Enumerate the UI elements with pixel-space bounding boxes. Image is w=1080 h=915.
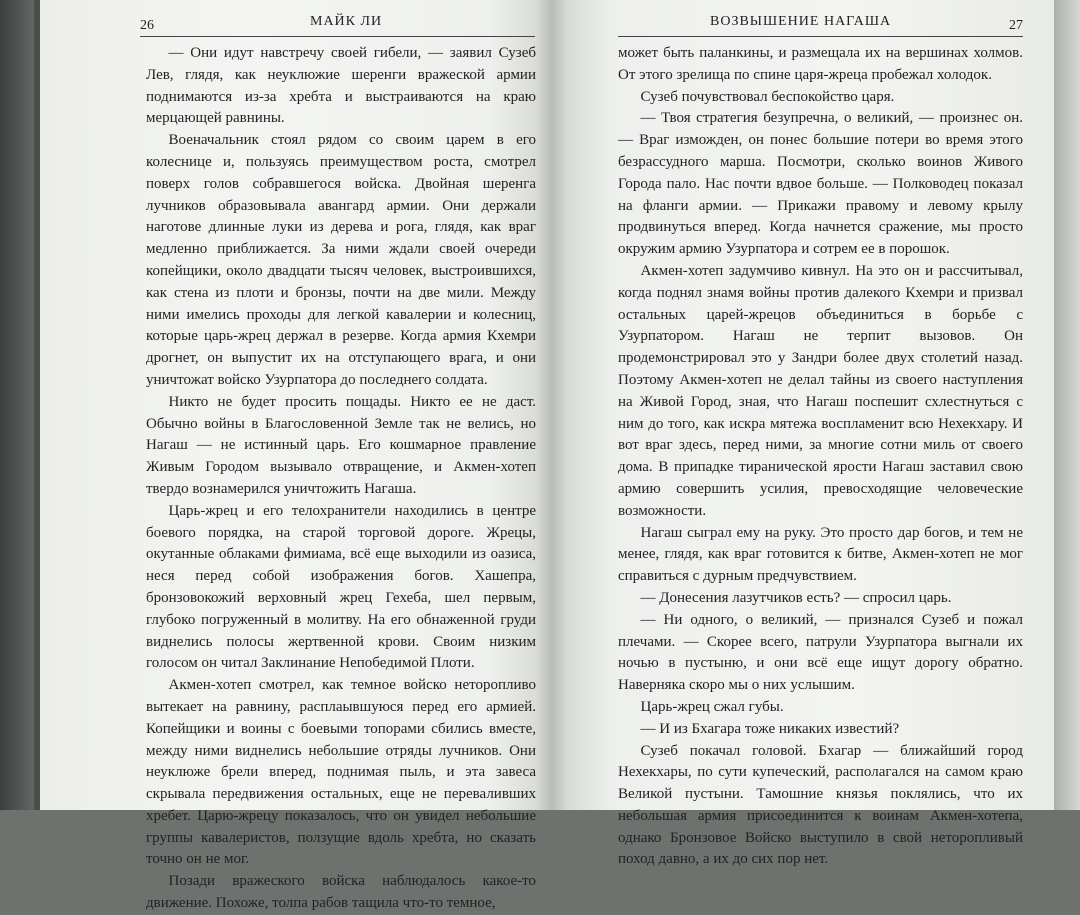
- paragraph: Нагаш сыграл ему на руку. Это просто дар богов, и тем не менее, глядя, как враг готовится к битве, Акмен-хотеп не мог справиться с дурным предчувствием.: [618, 524, 1023, 585]
- paragraph: — Донесения лазутчиков есть? — спросил царь.: [640, 589, 952, 606]
- paragraph: — И из Бхагара тоже никаких известий?: [640, 720, 900, 737]
- paragraph: — Твоя стратегия безупречна, о великий, — произнес он. — Враг изможден, он понес большие потери во время этого безрассудного марша. Посмотри, сколько воинов Живого Города пало. Нас почти вдвое больше. — Полководец показал на фланги армии. — Прикажи правому и левому крылу продвинуться вперед. Когда начнется сражение, мы просто окружим армию Узурпатора и сотрем ее в порошок.: [618, 110, 1023, 258]
- paragraph: Сузеб почувствовал беспокойство царя.: [640, 88, 895, 105]
- running-head: МАЙК ЛИ: [310, 14, 383, 29]
- paragraph: Военачальник стоял рядом со своим царем в его колеснице и, пользуясь преимуществом роста, смотрел поверх голов собравшегося войска. Двойная шеренга лучников образовывала авангард армии. Они держали наготове длинные луки из дерева и рога, глядя, как враг медленно приближается. За ними ждали своей очереди копейщики, около двадцати тысяч человек, выстроившихся, как стена из плоти и бронзы, почти на две мили. Между ними имелись проходы для легкой кавалерии и колесниц, которые царь-жрец держал в резерве. Когда армия Кхемри дрогнет, он выпустит их на отступающего врага, и они уничтожат войско Узурпатора до последнего солдата.: [146, 132, 536, 388]
- page-number: 27: [1009, 18, 1023, 33]
- paragraph: — Они идут навстречу своей гибели, — заявил Сузеб Лев, глядя, как неуклюжие шеренги вражеской армии поднимаются из-за хребта и выстраиваются на краю мерцающей равнины.: [146, 45, 536, 127]
- paragraph: Никто не будет просить пощады. Никто ее не даст. Обычно войны в Благословенной Земле так не велись, но Нагаш — не истинный царь. Его кошмарное правление Живым Городом вызывало отвращение, и Акмен-хотеп твердо вознамерился уничтожить Нагаша.: [146, 393, 536, 497]
- table-surface-right: [1052, 0, 1080, 810]
- header-rule: [140, 36, 535, 37]
- left-page-text: [146, 43, 536, 915]
- right-page-header: [618, 14, 1023, 34]
- running-head: ВОЗВЫШЕНИЕ НАГАША: [710, 14, 892, 29]
- paragraph: Позади вражеского войска наблюдалось какое-то движение. Похоже, толпа рабов тащила что-то темное,: [146, 873, 536, 912]
- page-number: 26: [140, 18, 154, 33]
- paragraph: Сузеб покачал головой. Бхагар — ближайший город Нехекхары, по сути купеческий, располагался на самом краю Великой пустыни. Тамошние князья поклялись, что их небольшая армия присоединится к воинам Акмен-хотепа, однако Бронзовое Войско выступило в свой неторопливый поход давно, а их до сих пор нет.: [618, 742, 1023, 868]
- paragraph: Царь-жрец и его телохранители находились в центре боевого порядка, на старой торговой дороге. Жрецы, окутанные облаками фимиама, всё еще выходили из оазиса, неся перед собой изображения богов. Хашепра, бронзовокожий верховный жрец Гехеба, шел первым, глубоко погруженный в молитву. На его обнаженной груди виднелись полосы жертвенной крови. Своим низким голосом он читал Заклинание Непобедимой Плоти.: [146, 502, 536, 672]
- paragraph: может быть паланкины, и размещала их на вершинах холмов. От этого зрелища по спине царя-жреца пробежал холодок.: [618, 45, 1023, 83]
- header-rule: [618, 36, 1023, 37]
- paragraph: — Ни одного, о великий, — признался Сузеб и пожал плечами. — Скорее всего, патрули Узурпатора выгнали их ночью в пустыню, и они всё еще ищут дорогу обратно. Наверняка скоро мы о них услышим.: [618, 611, 1023, 694]
- paragraph: Акмен-хотеп смотрел, как темное войско неторопливо вытекает на равнину, расплаывшуюся перед его армией. Копейщики и воины с боевыми топорами сбились вместе, между ними виднелись небольшие отряды лучников. Они неуклюже брели вперед, поднимая пыль, и эта завеса скрывала передвижения остальных, еще не переваливших хребет. Царю-жрецу показалось, что он увидел небольшие группы кавалеристов, ползущие вдоль хребта, но сказать точно он не мог.: [146, 677, 536, 868]
- left-page-header: [140, 14, 535, 34]
- paragraph: Царь-жрец сжал губы.: [640, 698, 784, 715]
- left-page: [34, 0, 552, 912]
- paragraph: Акмен-хотеп задумчиво кивнул. На это он и рассчитывал, когда поднял знамя войны против далекого Кхемри и призвал остальных царей-жрецов объединиться в борьбе с Узурпатором. Нагаш не терпит вызовов. Он продемонстрировал это у Зандри более двух столетий назад. Поэтому Акмен-хотеп не делал тайны из своего наступления на Живой Город, зная, что Нагаш поспешит схлестнуться с ним до того, как искра мятежа воспламенит всю Нехекхару. И вот враг здесь, перед ними, за многие сотни миль от своего дома. В припадке тиранической ярости Нагаш заставил свою армию совершить усилия, превосходящие человеческие возможности.: [618, 262, 1023, 519]
- right-page: [552, 0, 1054, 868]
- right-page-text: [618, 43, 1023, 871]
